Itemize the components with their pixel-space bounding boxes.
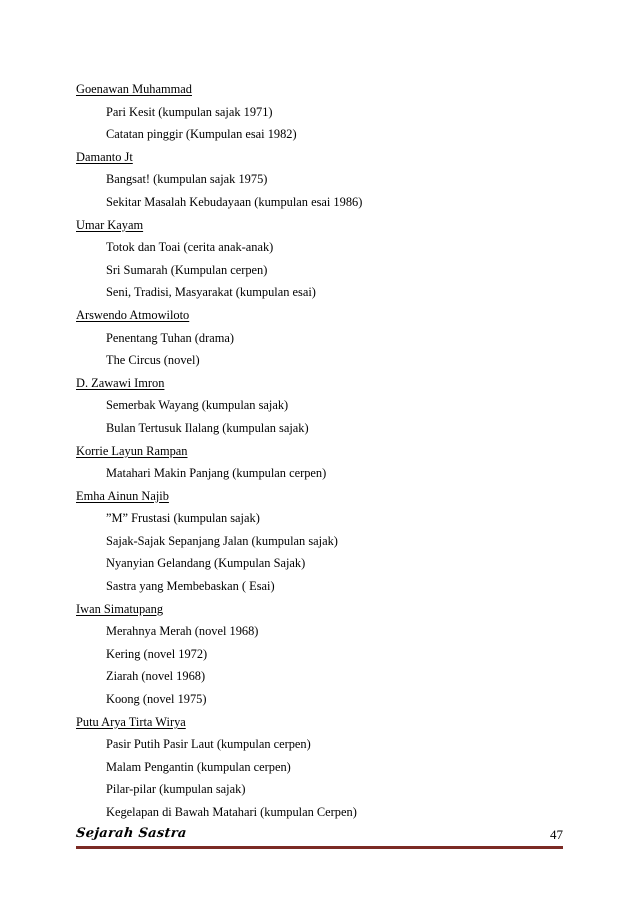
work-title: The Circus (novel)	[106, 353, 200, 368]
work-title: Bulan Tertusuk Ilalang (kumpulan sajak)	[106, 420, 309, 435]
page-footer	[76, 820, 563, 849]
page-number: 47	[550, 827, 563, 842]
author-name: D. Zawawi Imron	[76, 375, 165, 390]
work-title: Merahnya Merah (novel 1968)	[106, 624, 259, 639]
author-name: Arswendo Atmowiloto	[76, 307, 190, 322]
work-title: Penentang Tuhan (drama)	[106, 330, 235, 345]
work-title: Kegelapan di Bawah Matahari (kumpulan Cerpen)	[106, 805, 357, 819]
author-name: Damanto Jt	[76, 149, 133, 164]
work-title: Semerbak Wayang (kumpulan sajak)	[106, 398, 289, 413]
work-title: Bangsat! (kumpulan sajak 1975)	[106, 172, 268, 187]
author-works-list	[76, 78, 566, 824]
work-title: Malam Pengantin (kumpulan cerpen)	[106, 759, 291, 774]
author-name: Goenawan Muhammad	[76, 82, 192, 96]
work-title: Koong (novel 1975)	[106, 692, 207, 707]
author-name: Iwan Simatupang	[76, 601, 164, 616]
work-title: Matahari Makin Panjang (kumpulan cerpen)	[106, 466, 327, 481]
work-title: Sajak-Sajak Sepanjang Jalan (kumpulan sajak)	[106, 533, 338, 548]
work-title: Seni, Tradisi, Masyarakat (kumpulan esai)	[106, 285, 316, 300]
author-name: Umar Kayam	[76, 217, 144, 232]
footer-title: Sejarah Sastra	[75, 826, 188, 841]
author-name: Korrie Layun Rampan	[76, 443, 188, 458]
author-name: Emha Ainun Najib	[76, 488, 169, 503]
work-title: Pasir Putih Pasir Laut (kumpulan cerpen)	[106, 737, 311, 752]
work-title: Ziarah (novel 1968)	[106, 669, 206, 684]
work-title: ”M” Frustasi (kumpulan sajak)	[106, 511, 260, 526]
work-title: Kering (novel 1972)	[106, 646, 208, 661]
work-title: Sri Sumarah (Kumpulan cerpen)	[106, 262, 268, 277]
author-name: Putu Arya Tirta Wirya	[76, 714, 186, 729]
work-title: Pari Kesit (kumpulan sajak 1971)	[106, 104, 273, 119]
work-title: Nyanyian Gelandang (Kumpulan Sajak)	[106, 556, 306, 571]
work-title: Totok dan Toai (cerita anak-anak)	[106, 240, 274, 255]
work-title: Pilar-pilar (kumpulan sajak)	[106, 782, 246, 797]
work-title: Catatan pinggir (Kumpulan esai 1982)	[106, 127, 297, 142]
work-title: Sekitar Masalah Kebudayaan (kumpulan esai 1986)	[106, 194, 363, 209]
work-title: Sastra yang Membebaskan ( Esai)	[106, 579, 275, 594]
